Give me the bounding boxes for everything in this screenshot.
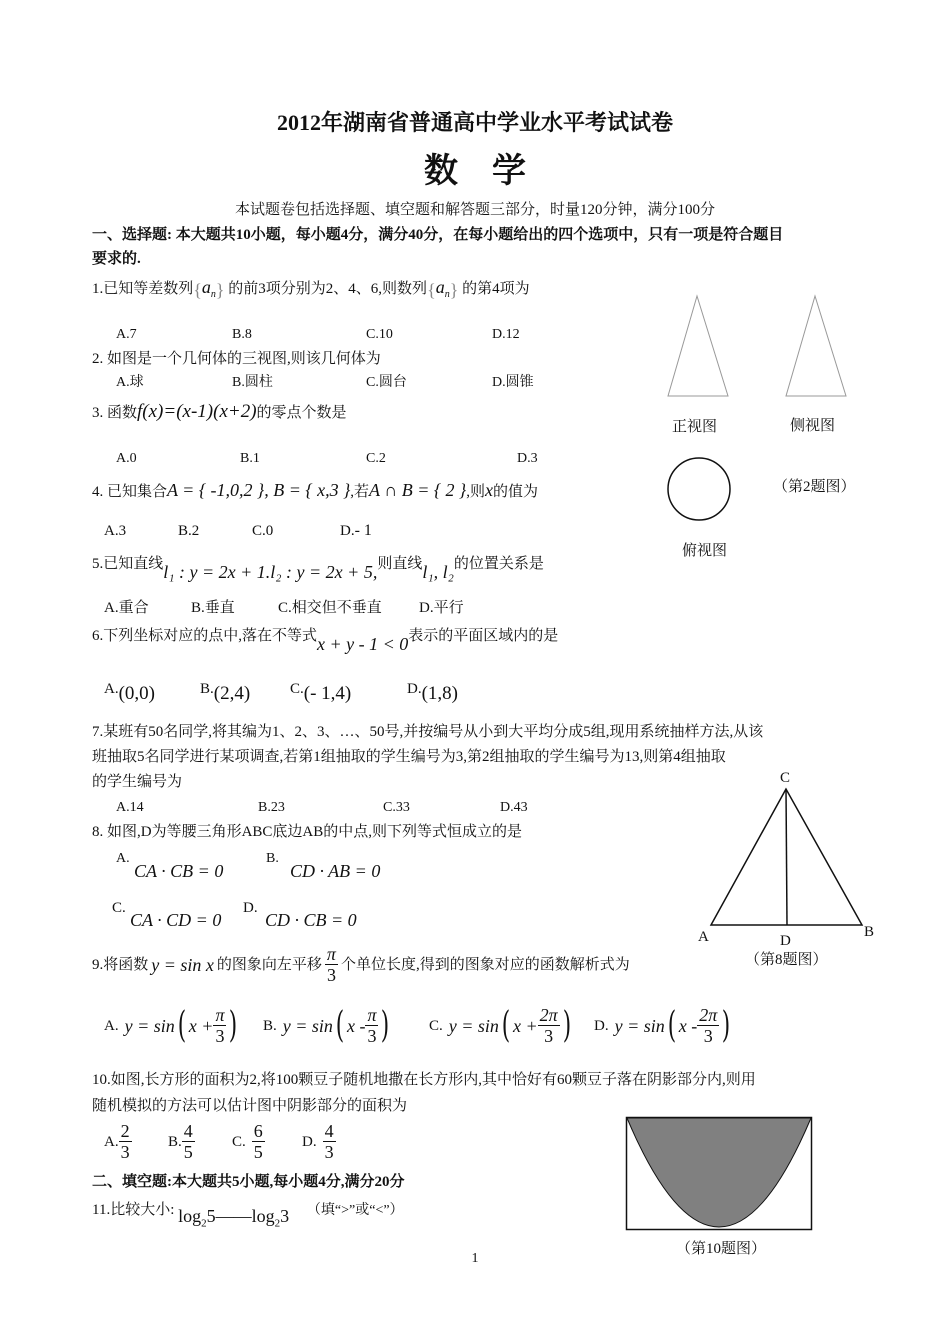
q9-option-b: B. y = sin ( x - $\frac{\pi}{3}$ ) xyxy=(263,1004,390,1046)
q4-stem: 4. 已知集合A = { -1,0,2 }, B = { x,3 },若A ∩ B = { 2 },则x的值为 xyxy=(92,480,539,500)
vertex-c-label: C xyxy=(780,770,791,786)
top-view-label: 俯视图 xyxy=(682,543,728,559)
q7-option-c: C.33 xyxy=(383,800,410,815)
q5-stem: 5.已知直线l₁ : y = 2x + 1.l₂ : y = 2x + 5,则直线l₁, l₂的位置关系是 xyxy=(92,556,544,582)
figure-8-triangle xyxy=(700,785,880,935)
q1-stem: 1.已知等差数列$\{a_n\}$ 的前3项分别为2、4、6,则数列$\{a_n\}$ 的第4项为 xyxy=(92,277,530,300)
q10-stem-line1: 10.如图,长方形的面积为2,将100颗豆子随机地撒在长方形内,其中恰好有60颗豆子落在阴影部分内,则用 xyxy=(92,1072,756,1088)
q8-option-c-label: C. xyxy=(112,900,126,916)
q5-option-c: C.相交但不垂直 xyxy=(278,600,382,616)
q10-option-b: B. $\frac{4}{5}$ xyxy=(168,1121,193,1162)
q9-option-c: C. y = sin ( x + $\frac{2\pi}{3}$ ) xyxy=(429,1004,571,1046)
q9-option-d: D. y = sin ( x - $\frac{2\pi}{3}$ ) xyxy=(594,1004,731,1046)
figure-10-caption: （第10题图） xyxy=(676,1241,767,1257)
q1-option-a: A.7 xyxy=(116,327,137,342)
q3-option-c: C.2 xyxy=(366,451,386,466)
q2-option-d: D.圆锥 xyxy=(492,375,534,390)
q1-option-b: B.8 xyxy=(232,327,252,342)
q8-option-d-label: D. xyxy=(243,900,258,916)
q2-option-c: C.圆台 xyxy=(366,375,407,390)
q2-stem: 2. 如图是一个几何体的三视图,则该几何体为 xyxy=(92,351,381,367)
q8-option-a: CA · CB = 0 xyxy=(134,861,224,881)
vertex-b-label: B xyxy=(864,924,875,940)
q4-set-a: A = { -1,0,2 } xyxy=(167,480,265,500)
median-cd xyxy=(786,789,787,925)
q11-hint: （填“>”或“<”） xyxy=(306,1203,404,1218)
q11-stem: 11.比较大小: $\log_25——\log_23$ （填“>”或“<”） xyxy=(92,1202,404,1230)
page-number: 1 xyxy=(471,1251,479,1266)
q3-formula: f(x)=(x-1)(x+2) xyxy=(137,401,257,422)
q10-stem-line2: 随机模拟的方法可以估计图中阴影部分的面积为 xyxy=(92,1098,408,1114)
q6-stem: 6.下列坐标对应的点中,落在不等式x + y - 1 < 0表示的平面区域内的是 xyxy=(92,628,559,654)
q7-option-d: D.43 xyxy=(500,800,528,815)
q7-option-b: B.23 xyxy=(258,800,285,815)
q7-stem-line2: 班抽取5名同学进行某项调查,若第1组抽取的学生编号为3,第2组抽取的学生编号为13,则第4组抽取 xyxy=(92,749,726,765)
q9-stem: 9.将函数 y = sin x 的图象向左平移 $\frac{\pi}{3}$ 个单位长度,得到的图象对应的函数解析式为 xyxy=(92,944,630,985)
q4-option-c: C.0 xyxy=(252,523,274,539)
figure-10-rectangle xyxy=(625,1116,815,1232)
q4-option-b: B.2 xyxy=(178,523,200,539)
q5-option-a: A.重合 xyxy=(104,600,149,616)
q7-stem-line1: 7.某班有50名同学,将其编为1、2、3、…、50号,并按编号从小到大平均分成5组,现用系统抽样方法,从该 xyxy=(92,724,764,740)
front-view-triangle xyxy=(668,296,728,396)
q4-option-d: D.- 1 xyxy=(340,522,372,539)
subject-title: 数 学 xyxy=(424,153,526,190)
q3-stem: 3. 函数f(x)=(x-1)(x+2)的零点个数是 xyxy=(92,401,347,422)
q8-option-b: CD · AB = 0 xyxy=(290,861,381,881)
q7-option-a: A.14 xyxy=(116,800,144,815)
q3-option-b: B.1 xyxy=(240,451,260,466)
side-view-label: 侧视图 xyxy=(790,418,836,434)
q8-option-b-label: B. xyxy=(266,851,279,866)
section1-header-cont: 要求的. xyxy=(92,251,141,267)
vertex-a-label: A xyxy=(698,929,709,945)
section1-header: 一、选择题: 本大题共10小题，每小题4分，满分40分，在每小题给出的四个选项中，只有一项是符合题目 xyxy=(92,227,784,243)
shaded-region xyxy=(627,1118,811,1227)
figure-2-caption: （第2题图） xyxy=(773,479,856,495)
q2-option-a: A.球 xyxy=(116,375,144,390)
q4-condition: A ∩ B = { 2 } xyxy=(369,480,467,500)
q6-option-a: A.(0,0) xyxy=(104,681,155,704)
exam-intro: 本试题卷包括选择题、填空题和解答题三部分，时量120分钟，满分100分 xyxy=(234,202,715,218)
q6-option-b: B.(2,4) xyxy=(200,681,251,704)
q8-option-a-label: A. xyxy=(116,851,130,866)
q4-set-b: , B = { x,3 } xyxy=(264,480,351,500)
q5-option-b: B.垂直 xyxy=(191,600,235,616)
q8-option-d: CD · CB = 0 xyxy=(265,910,357,930)
q8-option-c: CA · CD = 0 xyxy=(130,910,222,930)
front-view-label: 正视图 xyxy=(672,419,718,435)
side-view-triangle xyxy=(786,296,846,396)
midpoint-d-label: D xyxy=(780,933,791,949)
q3-option-a: A.0 xyxy=(116,451,137,466)
q6-option-d: D.(1,8) xyxy=(407,681,458,704)
q10-option-d: D. $\frac{4}{3}$ xyxy=(302,1121,334,1162)
q3-option-d: D.3 xyxy=(517,451,538,466)
q6-inequality: x + y - 1 < 0 xyxy=(317,634,409,654)
q5-lines: l₁ : y = 2x + 1.l₂ : y = 2x + 5, xyxy=(163,562,378,582)
q9-option-a: A. y = sin ( x + $\frac{\pi}{3}$ ) xyxy=(104,1004,238,1046)
q11-log2: $\log_23$ xyxy=(251,1206,290,1230)
q4-option-a: A.3 xyxy=(104,523,127,539)
q10-option-c: C. $\frac{6}{5}$ xyxy=(232,1121,263,1162)
q5-option-d: D.平行 xyxy=(419,600,464,616)
q10-option-a: A. $\frac{2}{3}$ xyxy=(104,1121,130,1162)
q7-stem-line3: 的学生编号为 xyxy=(92,774,183,790)
q11-log1: $\log_25$ xyxy=(178,1206,216,1230)
top-view-circle xyxy=(668,458,730,520)
figure-8-caption: （第8题图） xyxy=(745,952,828,968)
exam-title: 2012年湖南省普通高中学业水平考试试卷 xyxy=(276,110,673,135)
q1-option-c: C.10 xyxy=(366,327,393,342)
q6-option-c: C.(- 1,4) xyxy=(290,681,352,704)
q8-stem: 8. 如图,D为等腰三角形ABC底边AB的中点,则下列等式恒成立的是 xyxy=(92,824,523,840)
q11-blank: —— xyxy=(215,1206,252,1226)
section2-header: 二、填空题:本大题共5小题,每小题4分,满分20分 xyxy=(92,1174,405,1190)
q9-function: y = sin x xyxy=(151,954,214,975)
q1-option-d: D.12 xyxy=(492,327,520,342)
q2-option-b: B.圆柱 xyxy=(232,375,273,390)
